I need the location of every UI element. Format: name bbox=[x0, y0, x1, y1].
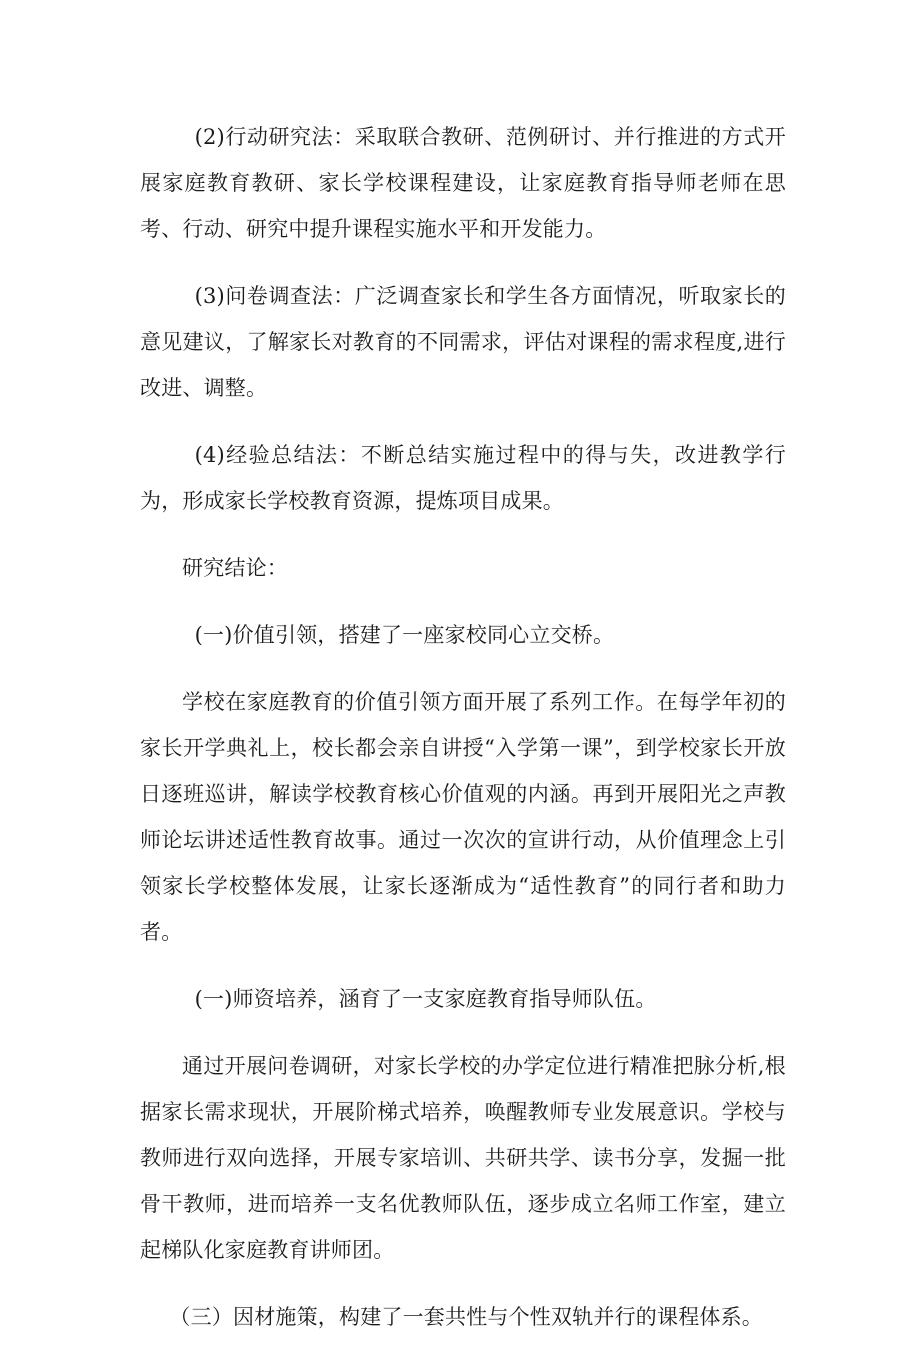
document-body bbox=[140, 114, 786, 1361]
heading-curriculum-system: （三）因材施策，构建了一套共性与个性双轨并行的课程体系。 bbox=[169, 1305, 763, 1329]
paragraph-experience-summary: (4)经验总结法：不断总结实施过程中的得与失，改进教学行为，形成家长学校教育资源，提炼项目成果。 bbox=[140, 443, 786, 513]
heading-teacher-training: (一)师资培养，涵育了一支家庭教育指导师队伍。 bbox=[194, 987, 657, 1011]
paragraph-action-research: (2)行动研究法：采取联合教研、范例研讨、并行推进的方式开展家庭教育教研、家长学校课程建设，让家庭教育指导师老师在思考、行动、研究中提升课程实施水平和开发能力。 bbox=[140, 125, 786, 241]
heading-value-guidance: (一)价值引领，搭建了一座家校同心立交桥。 bbox=[194, 623, 615, 647]
paragraph-value-guidance: 学校在家庭教育的价值引领方面开展了系列工作。在每学年初的家长开学典礼上，校长都会亲自讲授“入学第一课”，到学校家长开放日逐班巡讲，解读学校教育核心价值观的内涵。再到开展阳光之声教师论坛讲述适性教育故事。通过一次次的宣讲行动，从价值理念上引领家长学校整体发展，让家长逐渐成为“适性教育”的同行者和助力者。 bbox=[140, 690, 786, 944]
paragraph-questionnaire: (3)问卷调查法：广泛调查家长和学生各方面情况，听取家长的意见建议，了解家长对教育的不同需求，评估对课程的需求程度,进行改进、调整。 bbox=[140, 284, 786, 400]
paragraph-teacher-training: 通过开展问卷调研，对家长学校的办学定位进行精准把脉分析,根据家长需求现状，开展阶梯式培养，唤醒教师专业发展意识。学校与教师进行双向选择，开展专家培训、共研共学、读书分享，发掘一批骨干教师，进而培养一支名优教师队伍，逐步成立名师工作室，建立起梯队化家庭教育讲师团。 bbox=[140, 1054, 786, 1262]
heading-research-conclusion: 研究结论： bbox=[182, 556, 288, 580]
